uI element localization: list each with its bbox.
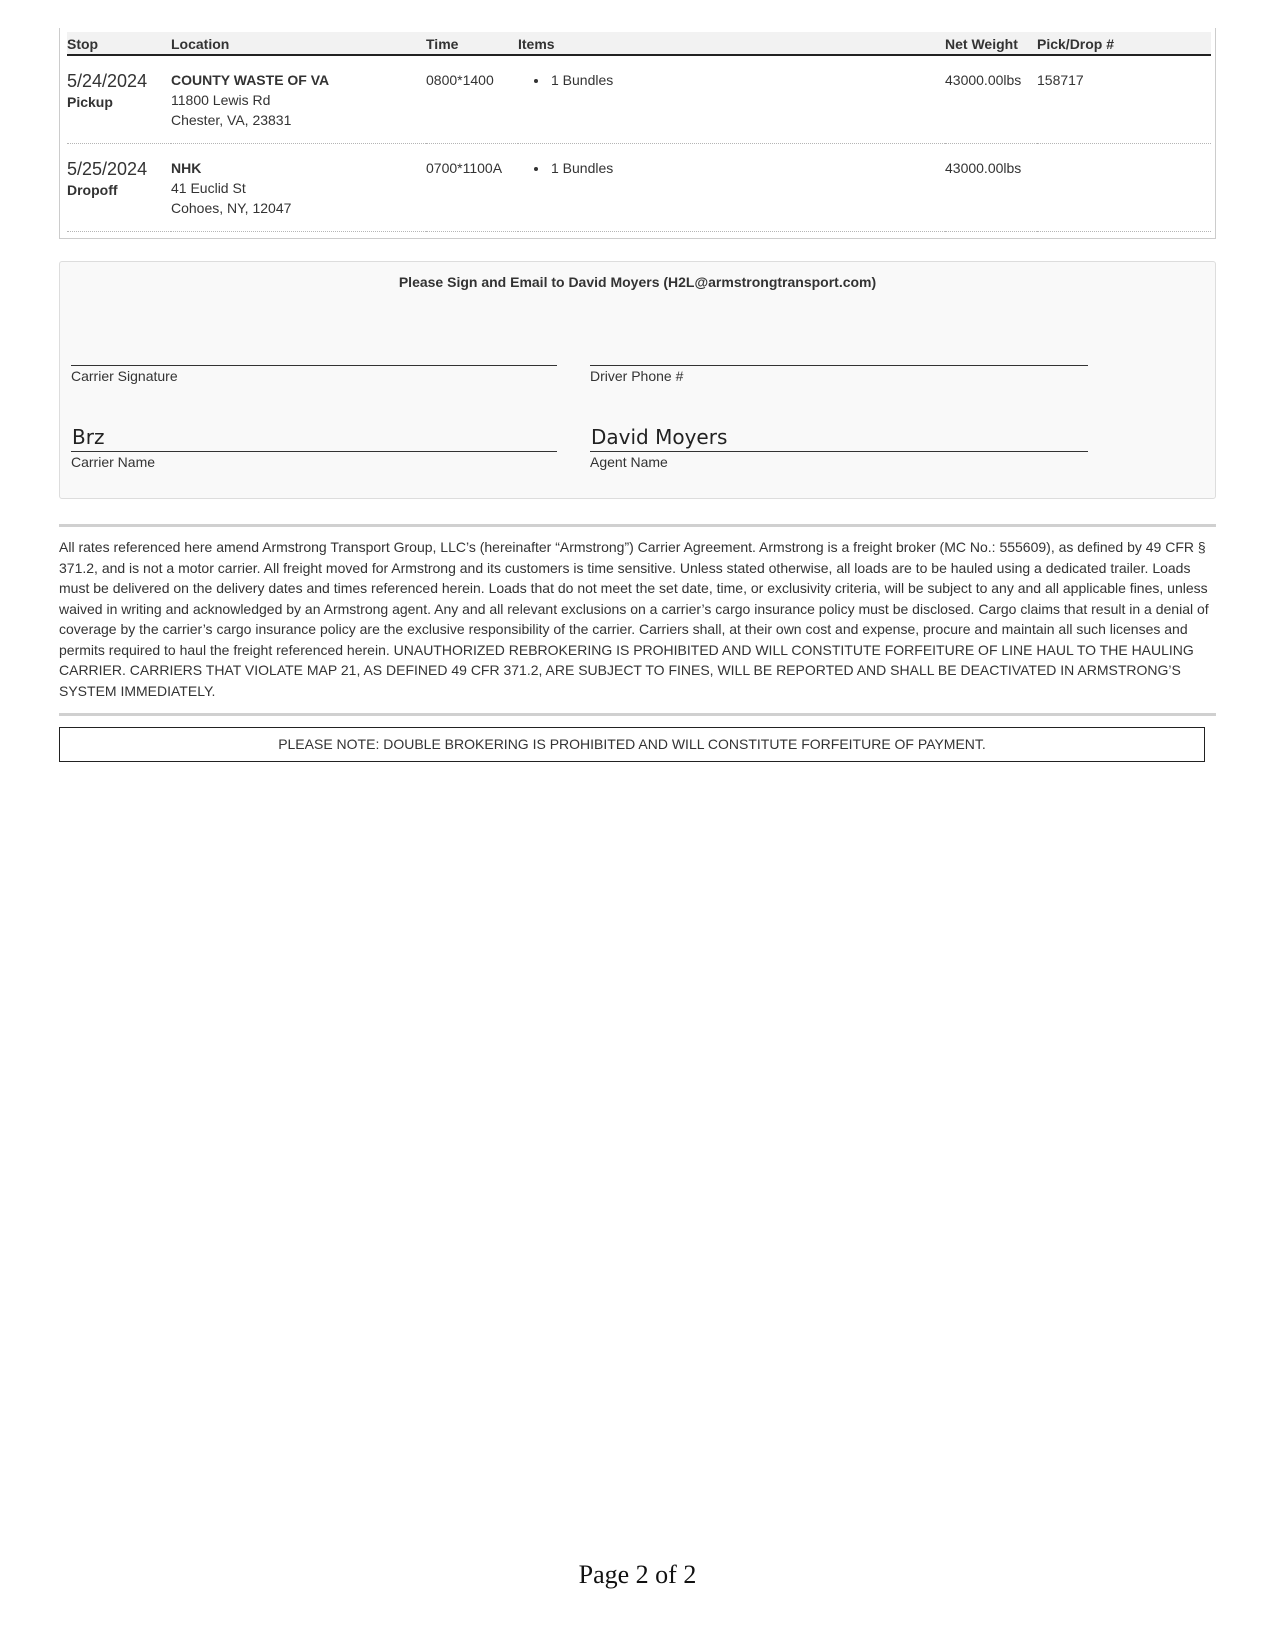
signature-instructions: Please Sign and Email to David Moyers (H2L@armstrongtransport.com) bbox=[398, 274, 877, 290]
stops-section bbox=[59, 28, 1216, 239]
driver-phone-line[interactable] bbox=[590, 325, 1088, 366]
net-weight-cell: 43000.00lbs bbox=[945, 55, 1037, 144]
stop-type: Dropoff bbox=[67, 182, 118, 198]
list-item: • 1 Bundles bbox=[549, 70, 945, 90]
stop-cell bbox=[67, 144, 171, 232]
location-cell bbox=[171, 144, 426, 232]
driver-phone-label: Driver Phone # bbox=[590, 368, 684, 384]
list-item: • 1 Bundles bbox=[549, 158, 945, 178]
table-row bbox=[67, 55, 1211, 144]
pick-drop-cell bbox=[1037, 144, 1211, 232]
stop-type: Pickup bbox=[67, 94, 113, 110]
items-cell bbox=[518, 144, 945, 232]
carrier-name-field[interactable] bbox=[71, 423, 557, 470]
pick-drop-cell: 158717 bbox=[1037, 55, 1211, 144]
carrier-name-label: Carrier Name bbox=[71, 454, 156, 470]
header-net-weight: Net Weight bbox=[945, 32, 1037, 55]
location-city: Cohoes, NY, 12047 bbox=[171, 200, 292, 216]
signature-section bbox=[59, 261, 1216, 499]
double-brokering-notice: PLEASE NOTE: DOUBLE BROKERING IS PROHIBITED AND WILL CONSTITUTE FORFEITURE OF PAYMENT. bbox=[59, 727, 1205, 762]
carrier-signature-field[interactable] bbox=[71, 325, 557, 384]
divider-top bbox=[59, 524, 1216, 527]
location-address: 41 Euclid St bbox=[171, 180, 246, 196]
header-location: Location bbox=[171, 32, 426, 55]
agent-name-field[interactable] bbox=[590, 423, 1088, 470]
header-stop: Stop bbox=[67, 32, 171, 55]
location-name: NHK bbox=[171, 160, 202, 176]
header-pick-drop: Pick/Drop # bbox=[1037, 32, 1211, 55]
stops-table bbox=[67, 32, 1211, 232]
terms-paragraph: All rates referenced here amend Armstrong Transport Group, LLC’s (hereinafter “Armstrong”) Carrier Agreement. Armstrong is a freight broker (MC No.: 555609), as defined by 49 CFR § 371.2, and is not a motor carrier. All freight moved for Armstrong and its customers is time sensitive. Unless stated otherwise, all loads are to be hauled using a dedicated trailer. Loads must be delivered on the delivery dates and times referenced herein. Loads that do not meet the set date, time, or exclusivity criteria, will be subject to any and all applicable fines, unless waived in writing and acknowledged by an Armstrong agent. Any and all relevant exclusions on a carrier’s cargo insurance policy must be disclosed. Cargo claims that result in a denial of coverage by the carrier’s cargo insurance policy are the exclusive responsibility of the carrier. Carriers shall, at their own cost and expense, procure and maintain all such licenses and permits required to haul the freight referenced herein. UNAUTHORIZED REBROKERING IS PROHIBITED AND WILL CONSTITUTE FORFEITURE OF LINE HAUL TO THE HAULING CARRIER. CARRIERS THAT VIOLATE MAP 21, AS DEFINED 49 CFR 371.2, ARE SUBJECT TO FINES, WILL BE REPORTED AND SHALL BE DEACTIVATED IN ARMSTRONG’S SYSTEM IMMEDIATELY. bbox=[59, 539, 1209, 699]
stop-date: 5/24/2024 bbox=[67, 71, 148, 91]
agent-name-label: Agent Name bbox=[590, 454, 668, 470]
location-cell bbox=[171, 55, 426, 144]
location-city: Chester, VA, 23831 bbox=[171, 112, 292, 128]
header-time: Time bbox=[426, 32, 518, 55]
header-items: Items bbox=[518, 32, 945, 55]
agent-name-value: David Moyers bbox=[591, 425, 728, 449]
divider-bottom bbox=[59, 713, 1216, 716]
location-name: COUNTY WASTE OF VA bbox=[171, 72, 330, 88]
time-cell: 0700*1100A bbox=[426, 144, 518, 232]
item-list bbox=[518, 158, 945, 178]
stop-date: 5/25/2024 bbox=[67, 159, 148, 179]
carrier-name-value: Brz bbox=[72, 425, 105, 449]
stops-table-header-row bbox=[67, 32, 1211, 55]
carrier-signature-label: Carrier Signature bbox=[71, 368, 178, 384]
driver-phone-field[interactable] bbox=[590, 325, 1088, 384]
item-list bbox=[518, 70, 945, 90]
page-number: Page 2 of 2 bbox=[578, 1560, 697, 1589]
items-cell bbox=[518, 55, 945, 144]
time-cell: 0800*1400 bbox=[426, 55, 518, 144]
carrier-signature-line[interactable] bbox=[71, 325, 557, 366]
net-weight-cell: 43000.00lbs bbox=[945, 144, 1037, 232]
stop-cell bbox=[67, 55, 171, 144]
location-address: 11800 Lewis Rd bbox=[171, 92, 271, 108]
table-row bbox=[67, 144, 1211, 232]
agent-name-line[interactable] bbox=[590, 423, 1088, 452]
carrier-name-line[interactable] bbox=[71, 423, 557, 452]
